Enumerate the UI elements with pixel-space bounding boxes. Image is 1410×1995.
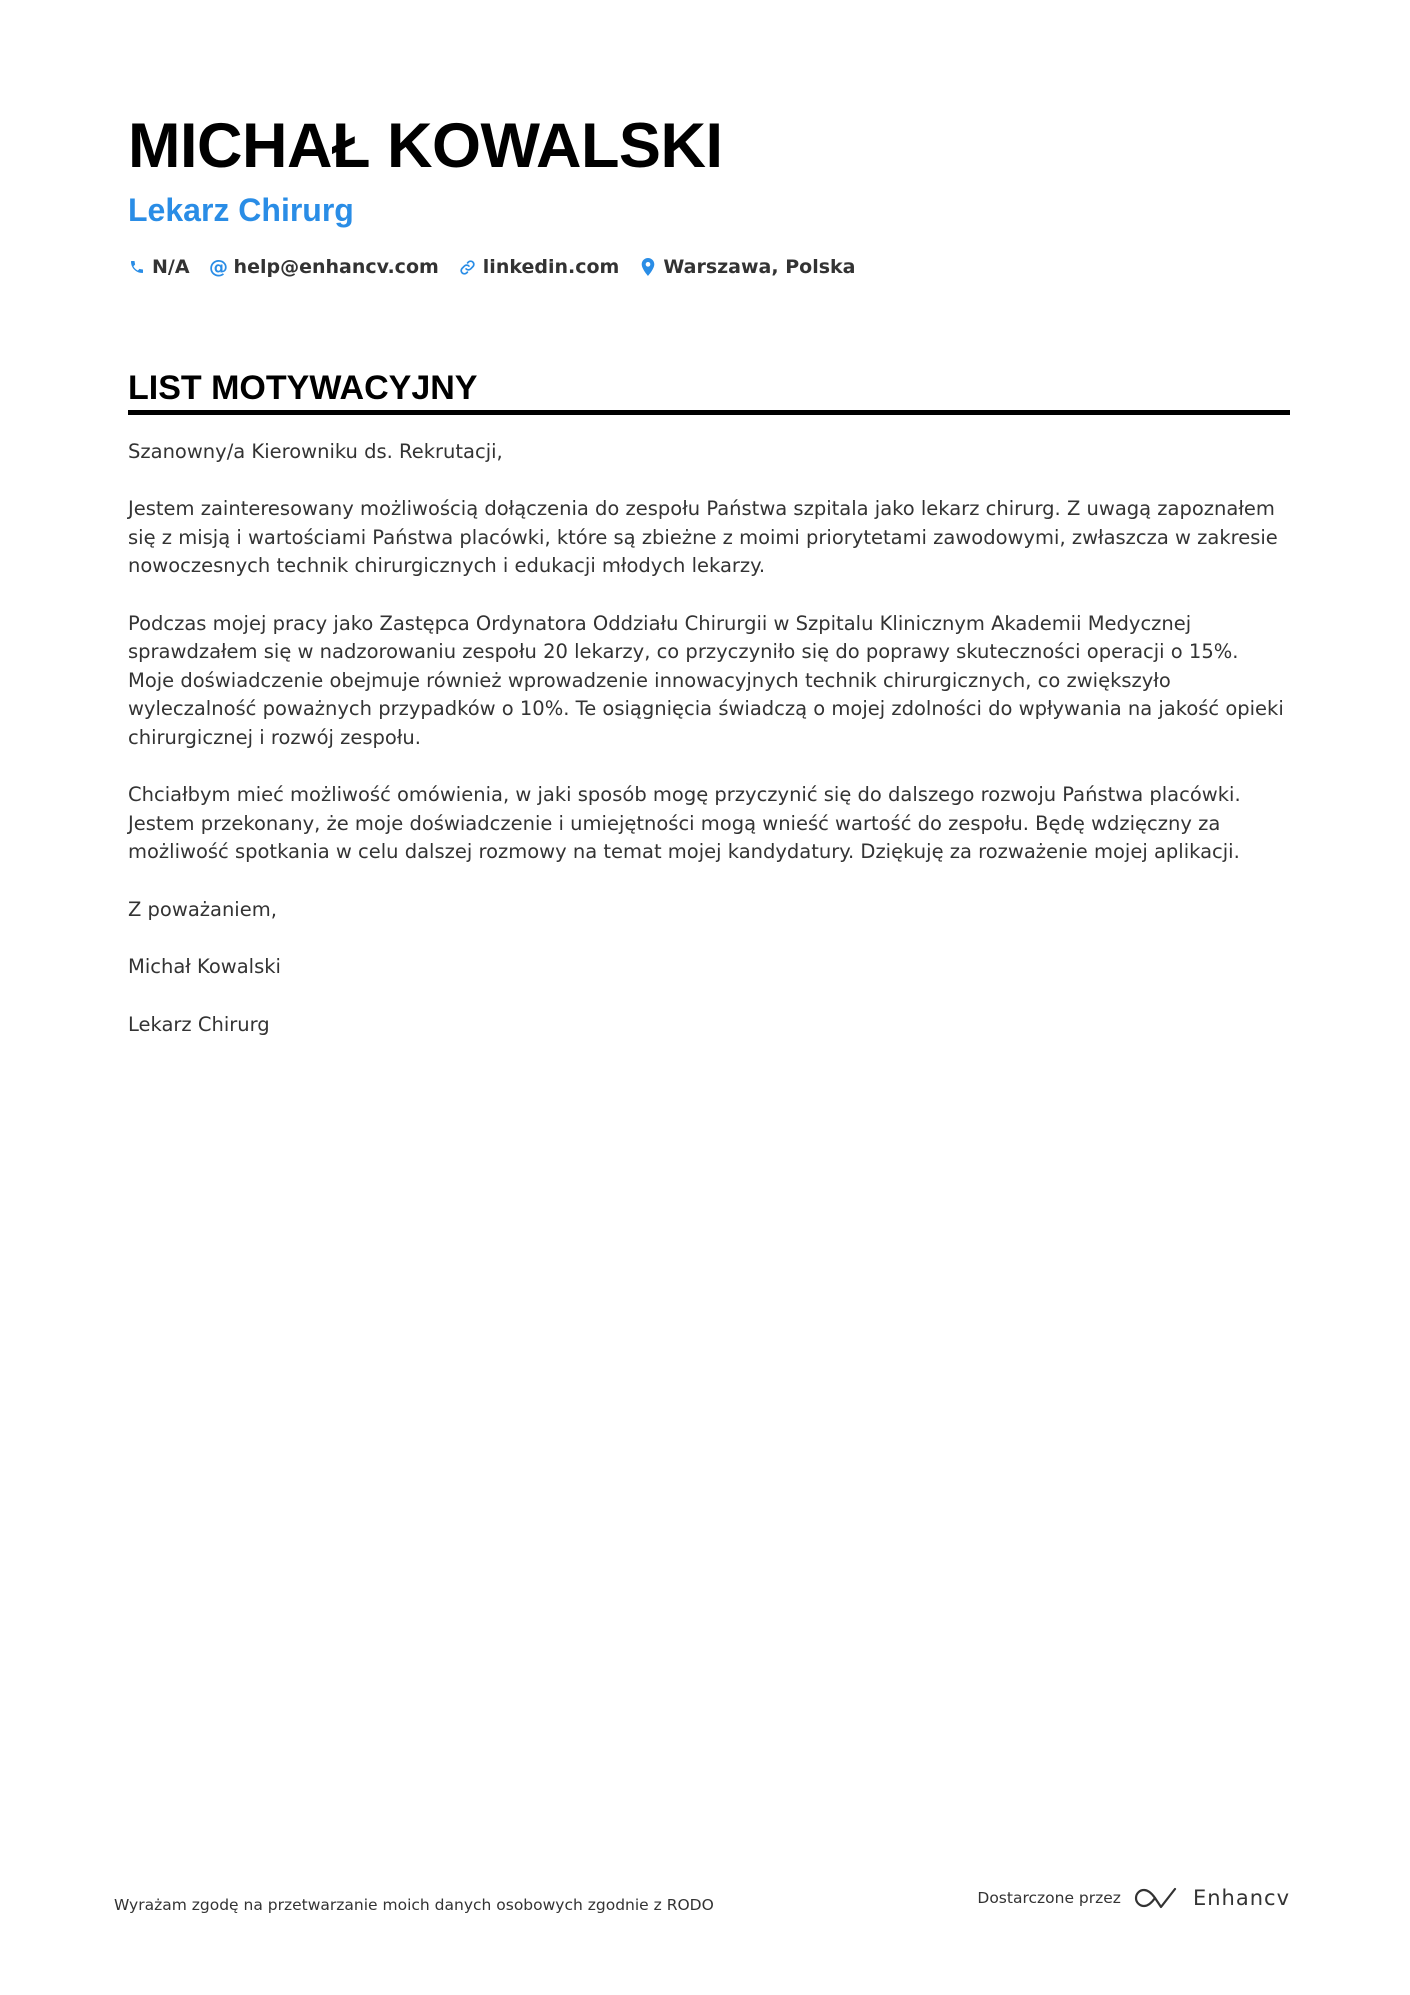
location-pin-icon (639, 258, 657, 276)
provided-by[interactable] (977, 1885, 1290, 1911)
signature-name: Michał Kowalski (128, 955, 281, 979)
enhancv-brand-name: Enhancv (1192, 1886, 1290, 1910)
letter-paragraph: Jestem zainteresowany możliwością dołączenia do zespołu Państwa szpitala jako lekarz chirurg. Z uwagą zapoznałem się z misją i wartościami Państwa placówki, które są zbieżne z moimi priorytetami zawodowymi, zwłaszcza w zakresie nowoczesnych technik chirurgicznych i edukacji młodych lekarzy. (128, 497, 1278, 578)
contact-email-value[interactable]: help@enhancv.com (233, 256, 439, 278)
cover-letter-page (128, 0, 1290, 1995)
phone-icon (128, 258, 146, 276)
applicant-name: MICHAŁ KOWALSKI (128, 111, 723, 181)
contact-phone (128, 256, 190, 278)
gdpr-consent-note: Wyrażam zgodę na przetwarzanie moich danych osobowych zgodnie z RODO (114, 1896, 714, 1914)
enhancv-logo-icon (1133, 1885, 1179, 1911)
at-icon: @ (209, 256, 229, 278)
contact-location-value: Warszawa, Polska (663, 256, 856, 278)
section-divider (128, 410, 1290, 415)
link-icon (459, 258, 477, 276)
provided-by-label: Dostarczone przez (977, 1889, 1121, 1907)
letter-paragraph: Podczas mojej pracy jako Zastępca Ordynatora Oddziału Chirurgii w Szpitalu Klinicznym Akademii Medycznej sprawdzałem się w nadzorowaniu zespołu 20 lekarzy, co przyczyniło się do poprawy skuteczności operacji o 15%. Moje doświadczenie obejmuje również wprowadzenie innowacyjnych technik chirurgicznych, co zwiększyło wyleczalność poważnych przypadków o 10%. Te osiągnięcia świadczą o mojej zdolności do wpływania na jakość opieki chirurgicznej i rozwój zespołu. (128, 611, 1284, 749)
contact-email[interactable] (210, 256, 439, 278)
contact-bar (128, 252, 875, 282)
section-title: LIST MOTYWACYJNY (128, 369, 478, 407)
letter-closing: Z poważaniem, (128, 897, 277, 921)
letter-paragraph: Chciałbym mieć możliwość omówienia, w jaki sposób mogę przyczynić się do dalszego rozwoju Państwa placówki. Jestem przekonany, że moje doświadczenie i umiejętności mogą wnieść wartość do zespołu. Będę wdzięczny za możliwość spotkania w celu dalszej rozmowy na temat mojej kandydatury. Dziękuję za rozważenie mojej aplikacji. (128, 783, 1241, 864)
contact-location (639, 256, 855, 278)
letter-greeting: Szanowny/a Kierowniku ds. Rekrutacji, (128, 440, 503, 463)
letter-body (128, 438, 1290, 1068)
applicant-job-title: Lekarz Chirurg (128, 192, 354, 228)
contact-linkedin-value[interactable]: linkedin.com (482, 256, 620, 278)
signature-title: Lekarz Chirurg (128, 1012, 270, 1036)
contact-phone-value: N/A (152, 256, 190, 278)
contact-linkedin[interactable] (459, 256, 620, 278)
